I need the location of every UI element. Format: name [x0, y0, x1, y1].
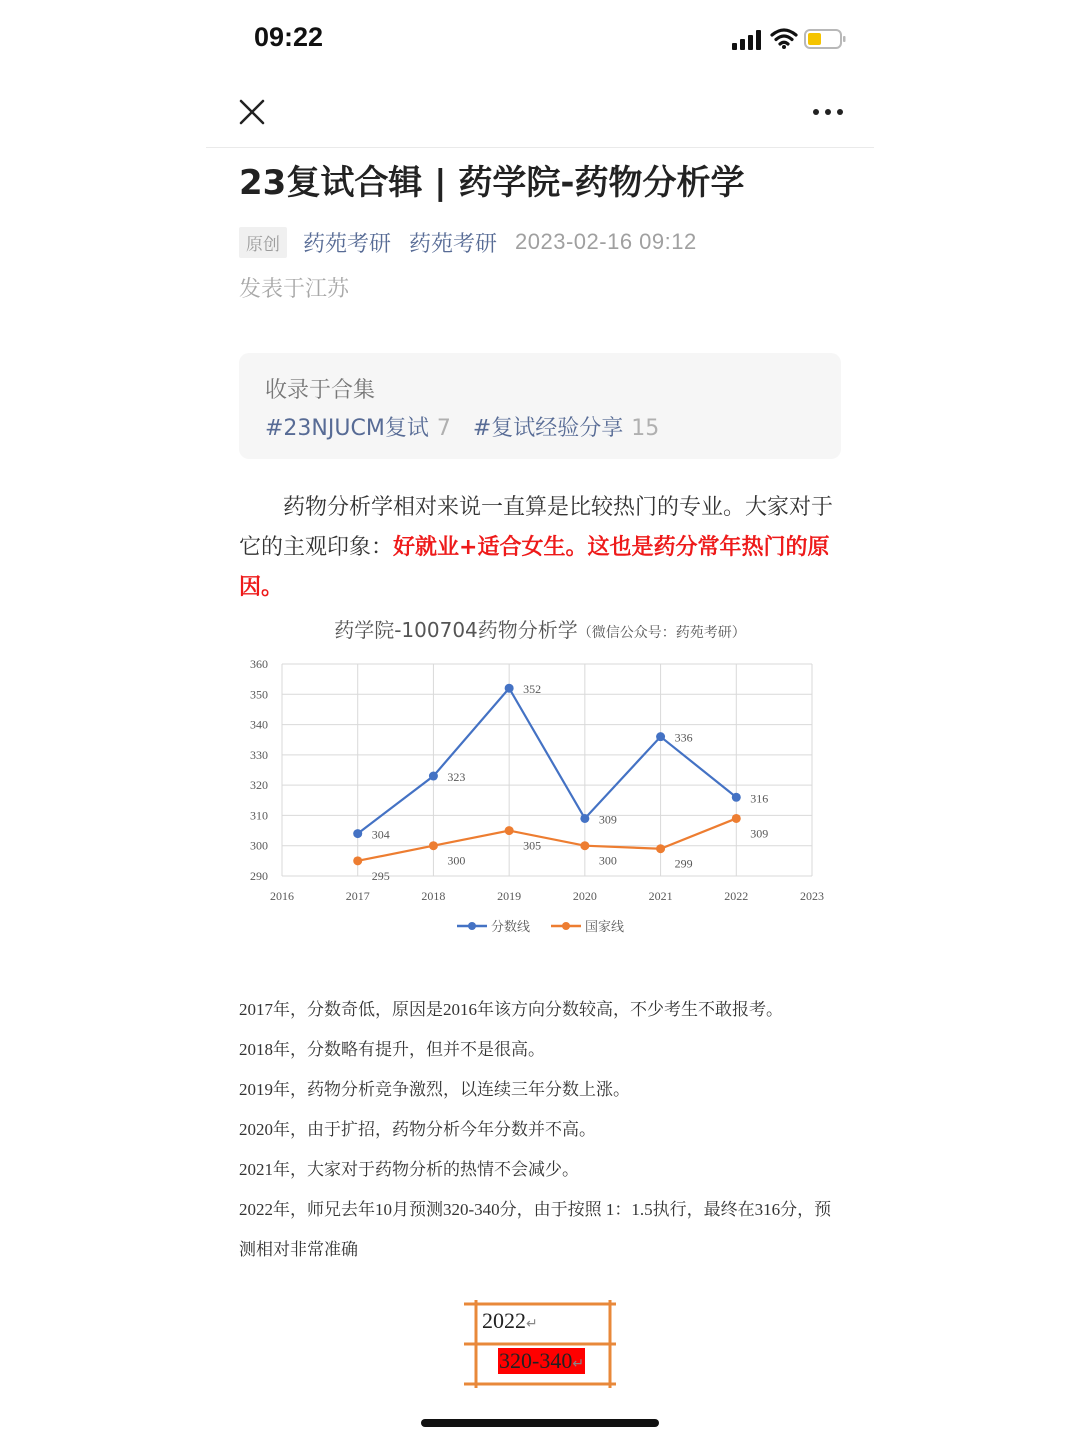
data-label: 309: [598, 812, 617, 827]
article-meta: [239, 224, 697, 260]
legend-swatch-marker: [468, 922, 476, 930]
cellular-signal-icon: [732, 30, 764, 50]
x-tick-label: 2016: [270, 889, 294, 903]
data-point: [656, 844, 665, 853]
note-line: 2020年，由于扩招，药物分析今年分数并不高。: [239, 1120, 596, 1139]
tag-count: 7: [436, 416, 451, 441]
more-options-icon[interactable]: [812, 102, 844, 122]
chart-canvas: [239, 612, 841, 942]
note-line: 2017年，分数奇低，原因是2016年该方向分数较高，不少考生不敢报考。: [239, 1000, 783, 1019]
y-tick-label: 360: [250, 657, 268, 671]
status-time: 09:22: [254, 22, 324, 52]
data-point: [656, 732, 665, 741]
note-line: 2018年，分数略有提升，但并不是很高。: [239, 1040, 545, 1059]
data-point: [353, 856, 362, 865]
publish-location: 发表于江苏: [239, 277, 350, 302]
account-link[interactable]: 药苑考研: [409, 231, 498, 257]
x-tick-label: 2021: [648, 889, 673, 903]
prediction-table: [462, 1300, 618, 1388]
data-label: 316: [750, 791, 769, 806]
tag-count: 15: [631, 416, 660, 441]
intro-highlight: 好就业+适合女生。这也是药分常年热门的原因。: [239, 535, 830, 600]
legend-label: 分数线: [491, 920, 531, 935]
x-tick-label: 2023: [800, 889, 824, 903]
note-line: 2021年，大家对于药物分析的热情不会减少。: [239, 1160, 579, 1179]
data-label: 323: [447, 770, 466, 785]
data-point: [429, 841, 438, 850]
collection-label: 收录于合集: [265, 378, 376, 403]
y-tick-label: 300: [250, 838, 268, 853]
data-point: [429, 772, 438, 781]
x-tick-label: 2019: [497, 889, 522, 903]
series-line: [358, 818, 737, 860]
data-label: 309: [750, 826, 769, 841]
wifi-icon: [770, 27, 798, 49]
y-tick-label: 330: [250, 747, 268, 762]
collection-tags: [265, 411, 681, 442]
data-label: 352: [523, 682, 542, 697]
data-label: 300: [598, 853, 617, 868]
return-mark-icon: ↵: [572, 1357, 585, 1372]
data-point: [580, 841, 589, 850]
data-point: [732, 793, 741, 802]
collection-tag[interactable]: #复试经验分享 15: [472, 416, 660, 441]
chart-title: [239, 614, 841, 643]
chart-title-text: 药学院-100704药物分析学: [334, 618, 578, 642]
battery-icon: [804, 28, 846, 50]
data-label: 304: [371, 827, 390, 842]
intro-paragraph: [239, 488, 843, 608]
author-link[interactable]: 药苑考研: [303, 231, 392, 257]
return-mark-icon: ↵: [526, 1317, 538, 1332]
nav-bar: [206, 80, 874, 148]
y-tick-label: 310: [250, 808, 268, 823]
x-tick-label: 2017: [345, 889, 370, 903]
intro-text: 药物分析学相对来说一直算是比较热门的专业。大家对于它的主观印象：: [239, 495, 834, 560]
data-label: 336: [674, 730, 693, 745]
data-point: [732, 814, 741, 823]
data-point: [505, 826, 514, 835]
note-line: 2022年，师兄去年10月预测320-340分，由于按照 1：1.5执行，最终在316分，预测相对非常准确: [239, 1200, 832, 1259]
table-range-cell: 320-340↵: [499, 1348, 585, 1373]
data-label: 299: [674, 856, 693, 871]
score-line-chart: [239, 612, 841, 942]
x-tick-label: 2018: [421, 889, 446, 903]
y-tick-label: 350: [250, 687, 268, 702]
note-line: 2019年，药物分析竞争激烈，以连续三年分数上涨。: [239, 1080, 630, 1099]
x-tick-label: 2022: [724, 889, 749, 903]
publish-date: 2023-02-16 09:12: [515, 229, 697, 254]
legend-label: 国家线: [585, 920, 625, 935]
data-point: [353, 829, 362, 838]
data-label: 300: [447, 853, 466, 868]
y-tick-label: 320: [250, 778, 268, 793]
close-icon[interactable]: [238, 98, 266, 126]
legend-swatch-marker: [562, 922, 570, 930]
collection-box: [239, 353, 841, 459]
data-label: 295: [371, 868, 390, 883]
y-tick-label: 290: [250, 869, 268, 883]
data-point: [505, 684, 514, 693]
y-tick-label: 340: [250, 717, 268, 732]
x-tick-label: 2020: [572, 889, 597, 903]
collection-tag[interactable]: #23NJUCM复试 7: [265, 416, 451, 441]
data-point: [580, 814, 589, 823]
yearly-notes: [239, 990, 843, 1270]
status-bar: [0, 0, 1080, 80]
article-title: 23复试合辑 | 药学院-药物分析学: [239, 163, 745, 203]
series-line: [358, 688, 737, 833]
home-indicator: [421, 1419, 659, 1427]
table-year-cell: 2022↵: [482, 1308, 538, 1333]
chart-subtitle: （微信公众号：药苑考研）: [577, 625, 746, 641]
original-badge: 原创: [239, 227, 287, 258]
data-label: 305: [523, 838, 542, 853]
